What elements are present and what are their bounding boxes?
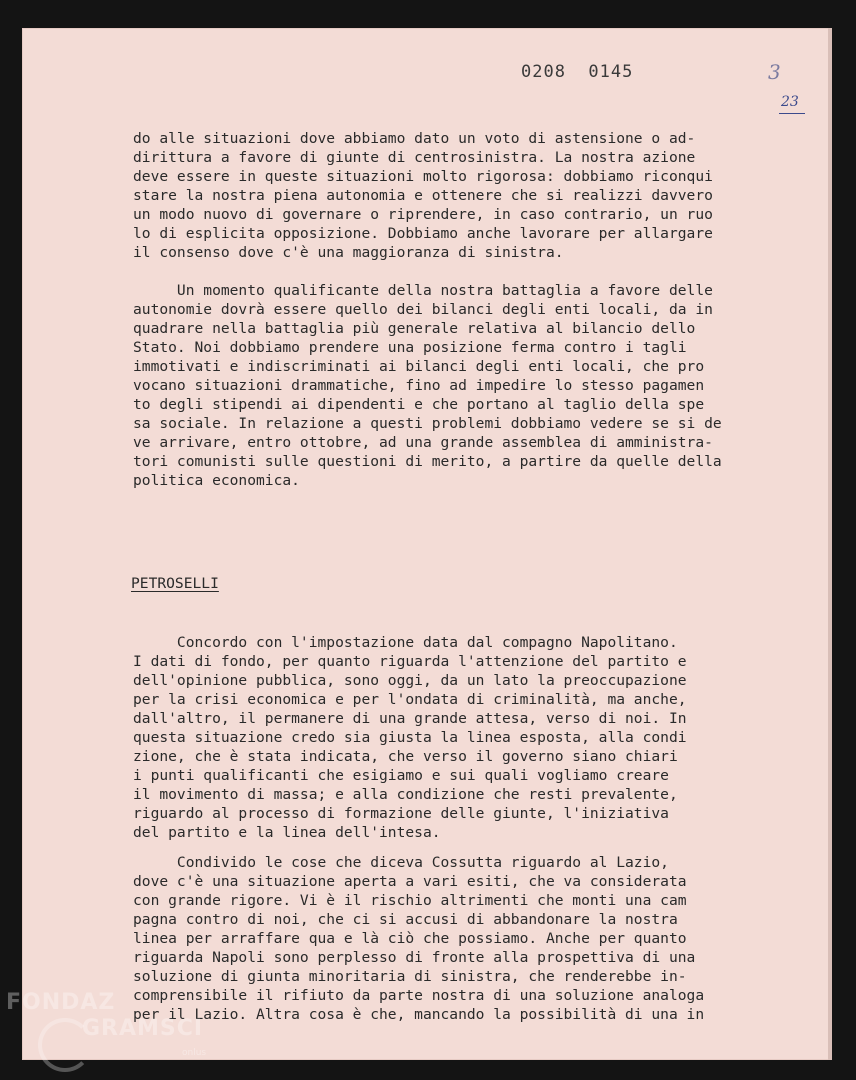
text-line: il consenso dove c'è una maggioranza di sinistra.: [133, 244, 564, 261]
text-line: vocano situazioni drammatiche, fino ad impedire lo stesso pagamen: [133, 377, 705, 394]
handwritten-page-number: 23: [781, 94, 799, 110]
text-line: riguarda Napoli sono perplesso di fronte alla prospettiva di una: [133, 949, 696, 966]
text-line: per la crisi economica e per l'ondata di criminalità, ma anche,: [133, 691, 687, 708]
text-line: ve arrivare, entro ottobre, ad una grande assemblea di amministra-: [133, 434, 713, 451]
text-line: Un momento qualificante della nostra battaglia a favore delle: [133, 282, 713, 299]
text-line: I dati di fondo, per quanto riguarda l'attenzione del partito e: [133, 653, 687, 670]
text-line: il movimento di massa; e alla condizione che resti prevalente,: [133, 786, 678, 803]
text-line: autonomie dovrà essere quello dei bilanci degli enti locali, da in: [133, 301, 713, 318]
text-line: soluzione di giunta minoritaria di sinistra, che renderebbe in-: [133, 968, 687, 985]
watermark: [6, 990, 207, 1058]
text-line: Condivido le cose che diceva Cossutta riguardo al Lazio,: [133, 854, 669, 871]
text-line: per il Lazio. Altra cosa è che, mancando la possibilità di una in: [133, 1006, 705, 1023]
text-line: tori comunisti sulle questioni di merito, a partire da quelle della: [133, 453, 722, 470]
text-line: questa situazione credo sia giusta la linea esposta, alla condi: [133, 729, 687, 746]
text-line: dirittura a favore di giunte di centrosinistra. La nostra azione: [133, 149, 696, 166]
text-line: politica economica.: [133, 472, 300, 489]
text-line: i punti qualificanti che esigiamo e sui quali vogliamo creare: [133, 767, 669, 784]
text-line: Concordo con l'impostazione data dal compagno Napolitano.: [133, 634, 678, 651]
text-line: pagna contro di noi, che ci si accusi di abbandonare la nostra: [133, 911, 678, 928]
text-line: stare la nostra piena autonomia e ottenere che si realizzi davvero: [133, 187, 713, 204]
speaker-heading: PETROSELLI: [131, 575, 219, 592]
text-line: del partito e la linea dell'intesa.: [133, 824, 441, 841]
handwritten-mark: 3: [768, 60, 781, 84]
text-line: sa sociale. In relazione a questi problemi dobbiamo vedere se si de: [133, 415, 722, 432]
watermark-line3: onlus: [182, 1048, 207, 1058]
text-line: comprensibile il rifiuto da parte nostra di una soluzione analoga: [133, 987, 705, 1004]
text-line: deve essere in queste situazioni molto rigorosa: dobbiamo riconqui: [133, 168, 713, 185]
text-line: quadrare nella battaglia più generale relativa al bilancio dello: [133, 320, 696, 337]
text-line: dall'altro, il permanere di una grande attesa, verso di noi. In: [133, 710, 687, 727]
text-line: immotivati e indiscriminati ai bilanci degli enti locali, che pro: [133, 358, 705, 375]
watermark-line1: FONDAZ: [6, 990, 116, 1015]
text-line: linea per arraffare qua e là ciò che possiamo. Anche per quanto: [133, 930, 687, 947]
page-edge: [828, 28, 832, 1060]
text-line: un modo nuovo di governare o riprendere, in caso contrario, un ruo: [133, 206, 713, 223]
handwritten-underline: [779, 113, 805, 114]
text-line: dove c'è una situazione aperta a vari esiti, che va considerata: [133, 873, 687, 890]
text-line: zione, che è stata indicata, che verso il governo siano chiari: [133, 748, 678, 765]
text-line: to degli stipendi ai dipendenti e che portano al taglio della spe: [133, 396, 705, 413]
archive-reference-number: 0208 0145: [521, 62, 634, 82]
text-line: con grande rigore. Vi è il rischio altrimenti che monti una cam: [133, 892, 687, 909]
text-line: dell'opinione pubblica, sono oggi, da un lato la preoccupazione: [133, 672, 687, 689]
text-line: riguardo al processo di formazione delle giunte, l'iniziativa: [133, 805, 669, 822]
text-line: do alle situazioni dove abbiamo dato un voto di astensione o ad-: [133, 130, 696, 147]
text-line: Stato. Noi dobbiamo prendere una posizione ferma contro i tagli: [133, 339, 687, 356]
text-line: lo di esplicita opposizione. Dobbiamo anche lavorare per allargare: [133, 225, 713, 242]
watermark-line2: GRAMSCI: [82, 1016, 204, 1041]
